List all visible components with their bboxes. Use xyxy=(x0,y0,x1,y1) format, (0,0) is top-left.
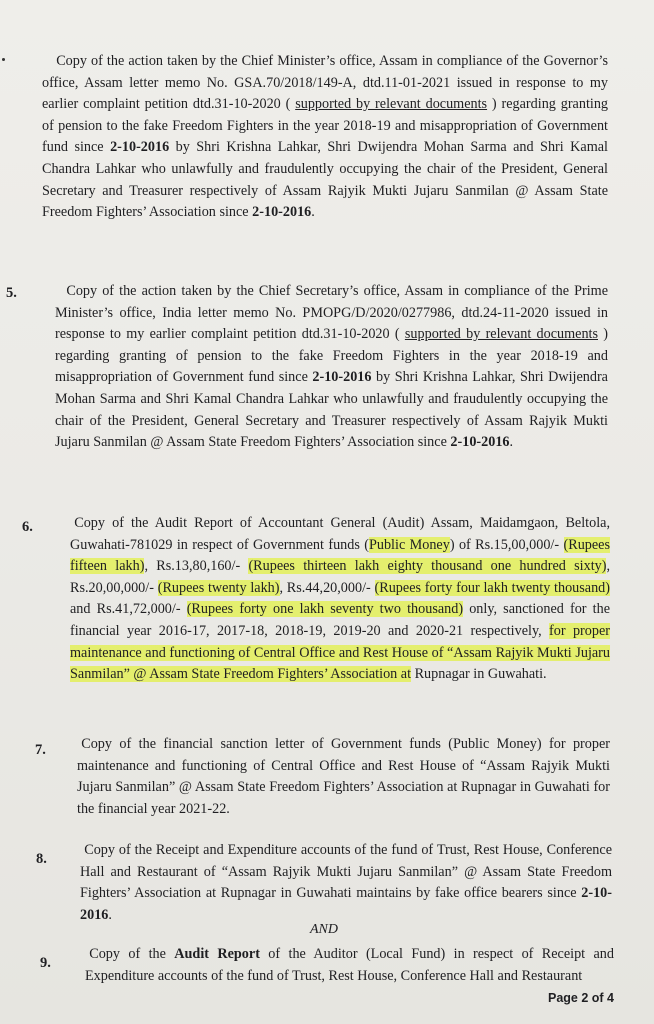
margin-mark xyxy=(2,58,5,61)
item-6-hl-purpose: for proper maintenance and functioning of Central Office and Rest House of “Assam Rajyik Mukti Jujaru Sanmilan” @ Assam State Freedom Fighters’ Association at xyxy=(70,622,610,683)
item-6-text-h: Rupnagar in Guwahati. xyxy=(411,666,547,683)
list-item-6 xyxy=(70,513,610,686)
item-5-text-c: by Shri Krishna Lahkar, Shri Dwijendra Mohan Sarma and Shri Kamal Chandra Lahkar who unlawfully and fraudulently occupying the chair of the President, General Secretary and Treasurer respectively of Assam Rajyik Mukti Jujaru Sanmilan @ Assam State Freedom Fighters’ Association since xyxy=(55,369,608,451)
item-6-hl-thirteen-lakh: (Rupees thirteen lakh eighty thousand one hundred sixty) xyxy=(248,558,607,575)
list-item-8 xyxy=(80,840,612,926)
item-7-text: Copy of the financial sanction letter of Government funds (Public Money) for proper maintenance and functioning of Central Office and Rest House of “Assam Rajyik Mukti Jujaru Sanmilan” @ Assam State Freedom Fighters’ Association at Rupnagar in Guwahati for the financial year 2021-22. xyxy=(77,736,610,817)
item-4-text-b: ) regarding granting of pension to the fake Freedom Fighters in the year 2018-19 and misappropriation of Government fund since xyxy=(42,96,609,156)
item-6-hl-twenty-lakh: (Rupees twenty lakh) xyxy=(157,579,280,596)
list-item-7 xyxy=(77,734,610,820)
item-4-text-c: by Shri Krishna Lahkar, Shri Dwijendra Mohan Sarma and Shri Kamal Chandra Lahkar who unlawfully and fraudulently occupying the chair of the President, General Secretary and Treasurer respectively of Assam Rajyik Mukti Jujaru Sanmilan @ Assam State Freedom Fighters’ Association since xyxy=(42,139,608,221)
item-4-date-1: 2-10-2016 xyxy=(110,139,170,156)
item-9-number: 9. xyxy=(40,955,51,971)
item-6-hl-fifteen-lakh: (Rupees fifteen lakh) xyxy=(70,536,610,575)
list-item-5 xyxy=(55,281,608,454)
item-9-audit-report: Audit Report xyxy=(174,946,260,962)
item-6-hl-public-money: Public Money xyxy=(368,536,450,553)
page-number: Page 2 of 4 xyxy=(548,991,614,1005)
and-separator: AND xyxy=(310,922,338,937)
item-8-number: 8. xyxy=(36,851,47,867)
item-8-text-a: Copy of the Receipt and Expenditure accounts of the fund of Trust, Rest House, Conference Hall and Restaurant of “Assam Rajyik Mukti Jujaru Sanmilan” @ Assam State Freedom Fighters’ Association at Rupnagar in Guwahati maintains by fake office bearers since xyxy=(80,842,612,902)
item-5-text-a: Copy of the action taken by the Chief Secretary’s office, Assam in compliance of the Prime Minister’s office, India letter memo No. PMOPG/D/2020/0277986, dtd.24-11-2020 issued in response to my earlier complaint petition dtd.31-10-2020 ( xyxy=(55,283,608,343)
item-7-number: 7. xyxy=(35,742,46,758)
item-6-text-c: , Rs.13,80,160/- xyxy=(144,558,249,575)
item-6-text-a: Copy of the Audit Report of Accountant General (Audit) Assam, Maidamgaon, Beltola, Guwahati-781029 in respect of Government funds ( xyxy=(70,515,610,553)
item-5-text-b: ) regarding granting of pension to the fake Freedom Fighters in the year 2018-19 and misappropriation of Government fund since xyxy=(55,326,608,386)
item-5-text-d: . xyxy=(509,434,514,451)
item-4-text-a: Copy of the action taken by the Chief Minister’s office, Assam in compliance of the Governor’s office, Assam letter memo No. GSA.70/2018/149-A, dtd.11-01-2021 issued in response to my earlier complaint petition dtd.31-10-2020 ( xyxy=(42,53,608,113)
item-6-hl-forty-one-lakh: (Rupees forty one lakh seventy two thousand) xyxy=(186,601,464,618)
item-6-text-e: , Rs.44,20,000/- xyxy=(279,579,375,596)
item-9-text-b: of the Auditor (Local Fund) in respect of Receipt and Expenditure accounts of the fund of Trust, Rest House, Conference Hall and Restaurant xyxy=(85,946,614,984)
list-item-4 xyxy=(42,51,608,224)
item-5-supported-docs: supported by relevant documents xyxy=(404,326,598,343)
item-6-text-f: and Rs.41,72,000/- xyxy=(70,601,187,618)
item-8-date: 2-10-2016 xyxy=(80,885,612,923)
item-6-text-g: only, sanctioned for the financial year 2016-17, 2017-18, 2018-19, 2019-20 and 2020-21 respectively, xyxy=(70,601,610,639)
item-5-date-1: 2-10-2016 xyxy=(312,369,372,386)
item-6-hl-forty-four-lakh: (Rupees forty four lakh twenty thousand) xyxy=(374,579,611,596)
item-6-number: 6. xyxy=(22,519,33,535)
item-8-text-b: . xyxy=(108,906,112,923)
item-4-supported-docs: supported by relevant documents xyxy=(295,96,488,113)
item-4-date-2: 2-10-2016 xyxy=(252,204,312,221)
item-5-number: 5. xyxy=(6,285,17,301)
item-9-text-a: Copy of the xyxy=(89,946,175,962)
item-6-text-b: ) of Rs.15,00,000/- xyxy=(449,536,564,553)
item-4-text-d: . xyxy=(311,204,315,221)
item-6-text-d: , Rs.20,00,000/- xyxy=(70,558,611,596)
item-5-date-2: 2-10-2016 xyxy=(450,434,510,451)
list-item-9 xyxy=(85,944,614,987)
